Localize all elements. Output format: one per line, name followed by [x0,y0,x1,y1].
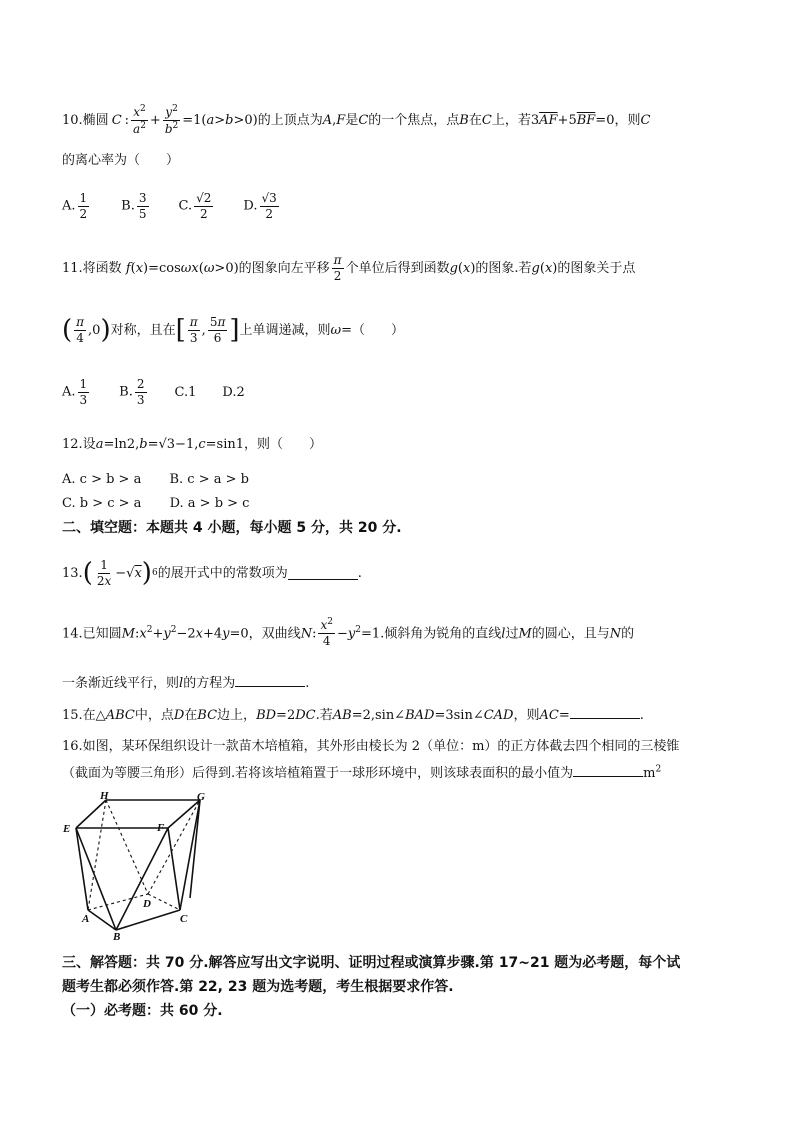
q10-option-d: D. $\frac{√3}{2}$ [243,190,277,221]
section-3-sub: （一）必考题：共 60 分. [62,1003,223,1019]
q10-option-c: C. $\frac{√2}{2}$ [178,190,212,221]
q12-options-row2 [62,497,249,510]
q11-line1: 11.将函数 f(x)=cosωx(ω>0)的图象向左平移 $\frac{\pi}{2}$ 个单位后得到函数g(x)的图象.若g(x)的图象关于点 [62,252,636,283]
q12-option-d: D. a > b > c [169,496,250,511]
label-e: E [63,823,71,835]
q11-option-a: A. $\frac{1}{3}$ [62,376,88,407]
label-a: A [82,913,90,925]
section-3-line1: 三、解答题：共 70 分.解答应写出文字说明、证明过程或演算步骤.第 17~21 题为必考题，每个试 [62,955,681,971]
q10-line2: 的离心率为（ ） [62,153,180,168]
q12-option-b: B. c > a > b [169,472,249,487]
label-g: G [197,791,205,803]
q12-option-a: A. c > b > a [62,472,142,487]
q10-option-a: A. $\frac{1}{2}$ [62,190,88,221]
q12-option-c: C. b > c > a [62,496,142,511]
q16-line1: 16.如图，某环保组织设计一款苗木培植箱，其外形由棱长为 2（单位：m）的正方体截去四个相同的三棱锥 [62,739,680,754]
q11-option-b: B. $\frac{2}{3}$ [119,376,145,407]
label-h: H [100,790,109,802]
q10-option-b: B. $\frac{3}{5}$ [121,190,147,221]
q16-line2: （截面为等腰三角形）后得到.若将该培植箱置于一球形环境中，则该球表面积的最小值为 $m^2$ [62,764,662,781]
label-c: C [180,913,188,925]
q10-line1: 10.椭圆 C : $\frac{x^2}{a^2}$ + $\frac{y^2}{b^2}$ =1(a>b>0)的上顶点为A,F是C的一个焦点，点B在C上，若 $3\overline{AF}+5\overline{BF}=0$，则C [62,103,651,136]
q15: 15.在△ABC中，点D在BC边上，BD=2DC.若AB=2,sin∠BAD=3sin∠CAD，则AC= . [62,708,644,723]
label-f: F [157,822,165,834]
q11-option-c: C.1 [174,384,197,400]
q11-option-d: D.2 [222,384,245,400]
q12-options-row1 [62,473,249,486]
label-d: D [143,898,151,910]
q12-line1: 12.设a=ln2,b=√3−1,c=sin1，则（ ） [62,437,323,452]
section-3-line2: 题考生都必须作答.第 22, 23 题为选考题，考生根据要求作答. [62,979,454,995]
q13: 13. ( $\frac{1}{2x}$ −√x ) 6 的展开式中的常数项为 . [62,557,362,588]
q14-line1: 14.已知圆$M:x^2+y^2-2x+4y=0$，双曲线N: $\frac{x^2}{4}$ $-y^2=1$.倾斜角为锐角的直线l过M的圆心，且与N的 [62,617,635,648]
q11-options [62,374,245,410]
label-b: B [113,931,121,940]
section-2-heading: 二、填空题：本题共 4 小题，每小题 5 分，共 20 分. [62,520,402,536]
cube-figure [60,788,220,940]
q14-line2: 一条渐近线平行，则l的方程为 . [62,676,310,691]
q11-line2: ( $\frac{\pi}{4}$ ,0 ) 对称，且在 [ $\frac{\pi}{3}$ , $\frac{5\pi}{6}$ ] 上单调递减，则ω=（ ） [62,314,405,345]
q10-options [62,188,281,224]
